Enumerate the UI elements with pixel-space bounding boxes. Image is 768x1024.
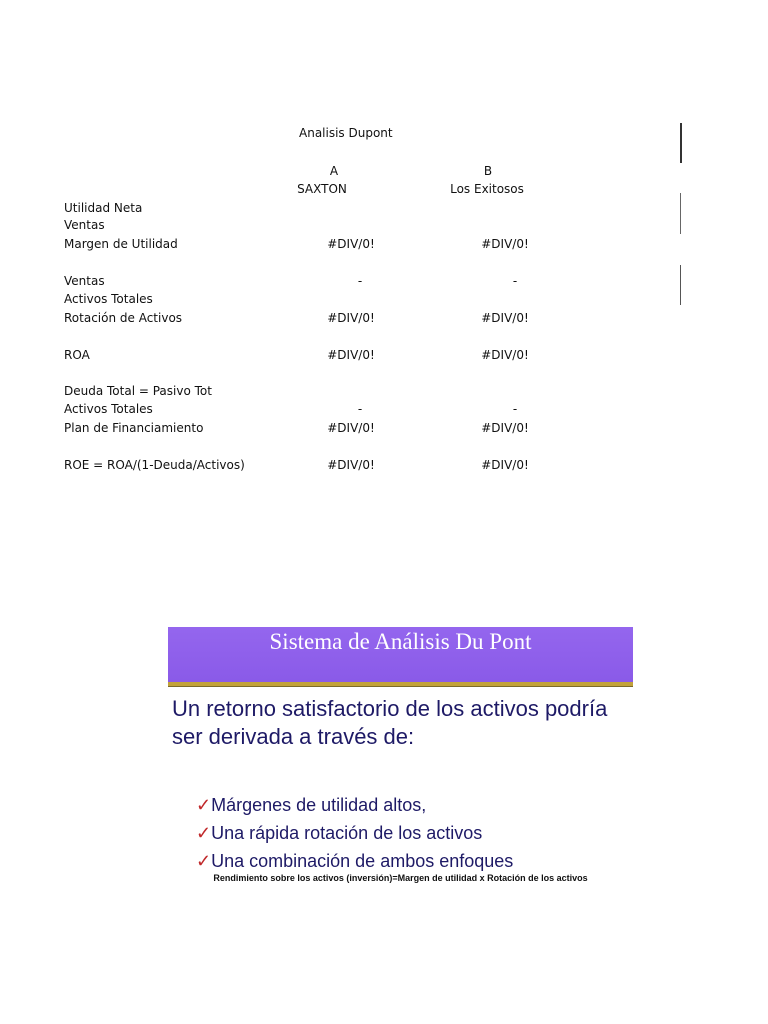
row-label-activos-totales: Activos Totales: [64, 292, 153, 306]
slide-title: Sistema de Análisis Du Pont: [269, 629, 532, 654]
column-b-letter: B: [483, 164, 493, 178]
row-label-utilidad-neta: Utilidad Neta: [64, 201, 143, 215]
column-b-name: Los Exitosos: [450, 182, 524, 196]
row-label-ventas-2: Ventas: [64, 274, 105, 288]
cell-roe-a: #DIV/0!: [327, 458, 375, 472]
sheet-title: Analisis Dupont: [299, 126, 393, 140]
bullet-text: Márgenes de utilidad altos,: [211, 795, 427, 815]
slide-body-text: Un retorno satisfactorio de los activos podría ser derivada a través de:: [172, 696, 608, 749]
bullet-item: [196, 791, 513, 819]
slide-header-underline: [168, 682, 633, 687]
row-label-plan: Plan de Financiamiento: [64, 421, 204, 435]
cell-roa-a: #DIV/0!: [327, 348, 375, 362]
slide-footer-formula: Rendimiento sobre los activos (inversión)=Margen de utilidad x Rotación de los activos: [213, 873, 588, 883]
vertical-rule: [680, 265, 681, 305]
row-label-ventas: Ventas: [64, 218, 105, 232]
row-label-activos-totales-2: Activos Totales: [64, 402, 153, 416]
row-label-roa: ROA: [64, 348, 90, 362]
vertical-rule: [680, 193, 681, 234]
row-label-rotacion: Rotación de Activos: [64, 311, 183, 325]
check-icon: ✓: [196, 795, 212, 815]
slide-bullet-list: [196, 791, 513, 875]
column-a-letter: A: [329, 164, 339, 178]
slide-header: [168, 627, 633, 682]
row-label-deuda-total: Deuda Total = Pasivo Tot: [64, 384, 212, 398]
cell-activos-b: -: [512, 402, 518, 416]
vertical-rule: [680, 123, 682, 163]
cell-margen-a: #DIV/0!: [327, 237, 375, 251]
column-a-name: SAXTON: [297, 182, 347, 196]
cell-activos-a: -: [357, 402, 363, 416]
dupont-slide: [168, 627, 633, 892]
bullet-item: [196, 847, 513, 875]
bullet-item: [196, 819, 513, 847]
cell-roe-b: #DIV/0!: [481, 458, 529, 472]
check-icon: ✓: [196, 823, 212, 843]
cell-ventas-a: -: [357, 274, 363, 288]
check-icon: ✓: [196, 851, 212, 871]
cell-plan-a: #DIV/0!: [327, 421, 375, 435]
cell-plan-b: #DIV/0!: [481, 421, 529, 435]
row-label-roe: ROE = ROA/(1-Deuda/Activos): [64, 458, 245, 472]
bullet-text: Una rápida rotación de los activos: [211, 823, 483, 843]
row-label-margen: Margen de Utilidad: [64, 237, 178, 251]
cell-rotacion-a: #DIV/0!: [327, 311, 375, 325]
bullet-text: Una combinación de ambos enfoques: [211, 851, 514, 871]
cell-ventas-b: -: [512, 274, 518, 288]
cell-margen-b: #DIV/0!: [481, 237, 529, 251]
cell-rotacion-b: #DIV/0!: [481, 311, 529, 325]
cell-roa-b: #DIV/0!: [481, 348, 529, 362]
